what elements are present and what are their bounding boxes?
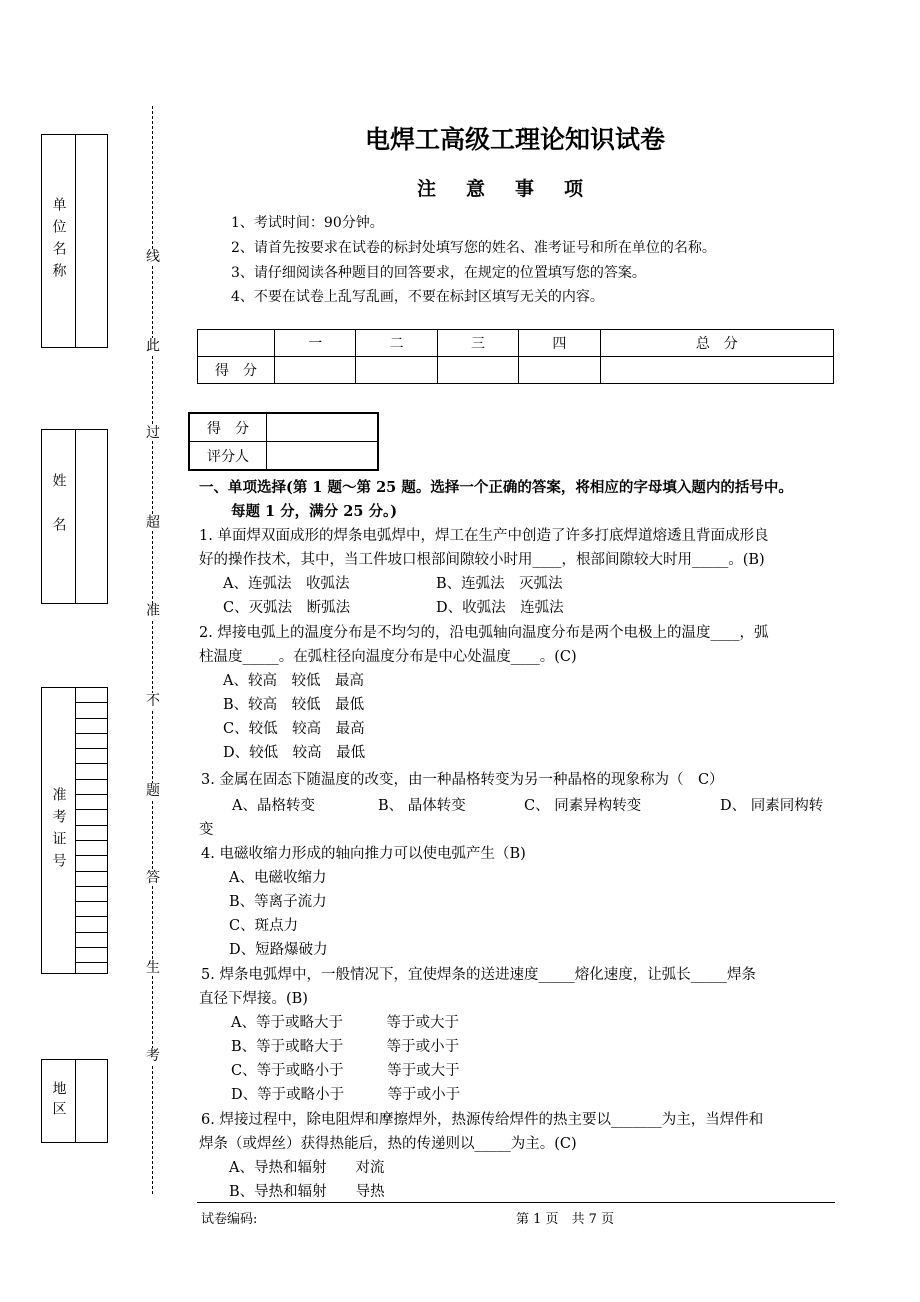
- option-wrap: 变: [199, 822, 214, 838]
- seal-char: 考: [146, 1048, 160, 1064]
- option: A、电磁收缩力: [229, 870, 327, 886]
- option: D、 同素同构转: [720, 798, 824, 814]
- score-table-score-row: [198, 357, 834, 384]
- question-text: 直径下焊接。(B): [199, 991, 308, 1007]
- grader-score-cell[interactable]: [267, 413, 379, 442]
- option: C、较低 较高 最高: [223, 721, 365, 737]
- question-text: 6. 焊接过程中，除电阻焊和摩擦焊外，热源传给焊件的热主要以_______为主，当焊件和: [201, 1112, 764, 1128]
- notice-item: 2、请首先按要求在试卷的标封处填写您的姓名、准考证号和所在单位的名称。: [231, 240, 716, 256]
- score-cell[interactable]: [356, 357, 437, 384]
- seal-char: 生: [146, 960, 160, 976]
- option: A、导热和辐射 对流: [229, 1160, 385, 1176]
- option: D、收弧法 连弧法: [436, 600, 564, 616]
- footer-rule: [197, 1202, 835, 1203]
- score-header-cell: 三: [437, 330, 518, 357]
- option: C、 同素异构转变: [524, 798, 642, 814]
- unit-name-label-cell: [42, 135, 76, 347]
- option: B、导热和辐射 导热: [229, 1184, 385, 1200]
- name-box: [41, 429, 108, 604]
- notice-heading: 注意事项: [416, 178, 613, 200]
- option: A、连弧法 收弧法: [223, 576, 350, 592]
- score-header-cell: 总 分: [600, 330, 833, 357]
- option: C、等于或略小于 等于或大于: [231, 1063, 460, 1079]
- seal-char: 题: [146, 783, 160, 799]
- score-cell[interactable]: [275, 357, 356, 384]
- option: B、较高 较低 最低: [223, 697, 365, 713]
- notice-item: 3、请仔细阅读各种题目的回答要求，在规定的位置填写您的答案。: [231, 265, 646, 281]
- seal-char: 此: [146, 338, 160, 354]
- region-box: [41, 1059, 108, 1143]
- grader-score-label: 得 分: [189, 413, 267, 442]
- option: B、 晶体转变: [378, 798, 466, 814]
- question-text: 好的操作技术，其中，当工件坡口根部间隙较小时用____，根部间隙较大时用_____。(B): [199, 552, 765, 568]
- exam-id-label: 准考证号: [50, 786, 67, 875]
- score-cell[interactable]: [519, 357, 600, 384]
- option: C、斑点力: [229, 918, 299, 934]
- exam-id-label-cell: [42, 688, 76, 973]
- score-cell[interactable]: [600, 357, 833, 384]
- option: C、灭弧法 断弧法: [223, 600, 351, 616]
- section-heading-cont: 每题 1 分，满分 25 分。): [231, 503, 398, 520]
- option: A、等于或略大于 等于或大于: [231, 1015, 459, 1031]
- question-text: 5. 焊条电弧焊中，一般情况下，宜使焊条的送进速度_____熔化速度，让弧长_____焊条: [201, 967, 756, 983]
- exam-id-box: [41, 687, 108, 974]
- option: B、等于或略大于 等于或小于: [231, 1039, 460, 1055]
- question-text: 2. 焊接电弧上的温度分布是不均匀的，沿电弧轴向温度分布是两个电极上的温度____，弧: [199, 625, 769, 641]
- option: B、等离子流力: [229, 894, 327, 910]
- grader-table: [188, 412, 379, 471]
- paper-code-label: 试卷编码:: [201, 1212, 258, 1227]
- option: B、连弧法 灭弧法: [436, 576, 563, 592]
- seal-char: 线: [146, 249, 160, 265]
- name-label-cell: [42, 430, 76, 603]
- seal-dashed-line: [152, 106, 153, 1194]
- question-text: 3. 金属在固态下随温度的改变，由一种晶格转变为另一种晶格的现象称为（ C）: [201, 772, 724, 788]
- score-row-label: 得 分: [198, 357, 275, 384]
- score-cell[interactable]: [437, 357, 518, 384]
- region-label: 地区: [50, 1081, 67, 1121]
- seal-char: 超: [146, 515, 160, 531]
- option: A、晶格转变: [232, 798, 315, 814]
- seal-char: 不: [146, 693, 160, 709]
- question-text: 焊条（或焊丝）获得热能后，热的传递则以_____为主。(C): [199, 1136, 577, 1152]
- grader-name-label: 评分人: [189, 442, 267, 471]
- page-number: 第 1 页 共 7 页: [516, 1212, 615, 1227]
- region-label-cell: [42, 1060, 76, 1142]
- exam-id-grid: [75, 688, 107, 973]
- score-table: [197, 329, 834, 384]
- option: D、短路爆破力: [229, 942, 328, 958]
- unit-name-label: 单位名称: [50, 197, 67, 285]
- score-table-header-row: [198, 330, 834, 357]
- seal-char: 过: [146, 425, 160, 441]
- score-header-cell: [198, 330, 275, 357]
- score-header-cell: 一: [275, 330, 356, 357]
- question-text: 柱温度_____。在弧柱径向温度分布是中心处温度____。(C): [199, 649, 577, 665]
- notice-item: 4、不要在试卷上乱写乱画，不要在标封区填写无关的内容。: [231, 289, 604, 305]
- option: D、等于或略小于 等于或小于: [231, 1087, 461, 1103]
- score-header-cell: 二: [356, 330, 437, 357]
- seal-char: 答: [146, 870, 160, 886]
- score-header-cell: 四: [519, 330, 600, 357]
- notice-item: 1、考试时间：90分钟。: [231, 215, 384, 231]
- option: A、较高 较低 最高: [223, 673, 364, 689]
- question-text: 4. 电磁收缩力形成的轴向推力可以使电弧产生（B): [201, 846, 526, 862]
- page-title: 电焊工高级工理论知识试卷: [364, 125, 665, 154]
- question-text: 1. 单面焊双面成形的焊条电弧焊中，焊工在生产中创造了许多打底焊道熔透且背面成形良: [199, 528, 769, 544]
- grader-name-cell[interactable]: [267, 442, 379, 471]
- seal-char: 准: [146, 603, 160, 619]
- section-heading: 一、单项选择(第 1 题～第 25 题。选择一个正确的答案，将相应的字母填入题内的括号中。: [199, 479, 793, 496]
- name-label: 姓名: [50, 472, 67, 561]
- unit-name-box: [41, 134, 108, 348]
- option: D、较低 较高 最低: [223, 745, 366, 761]
